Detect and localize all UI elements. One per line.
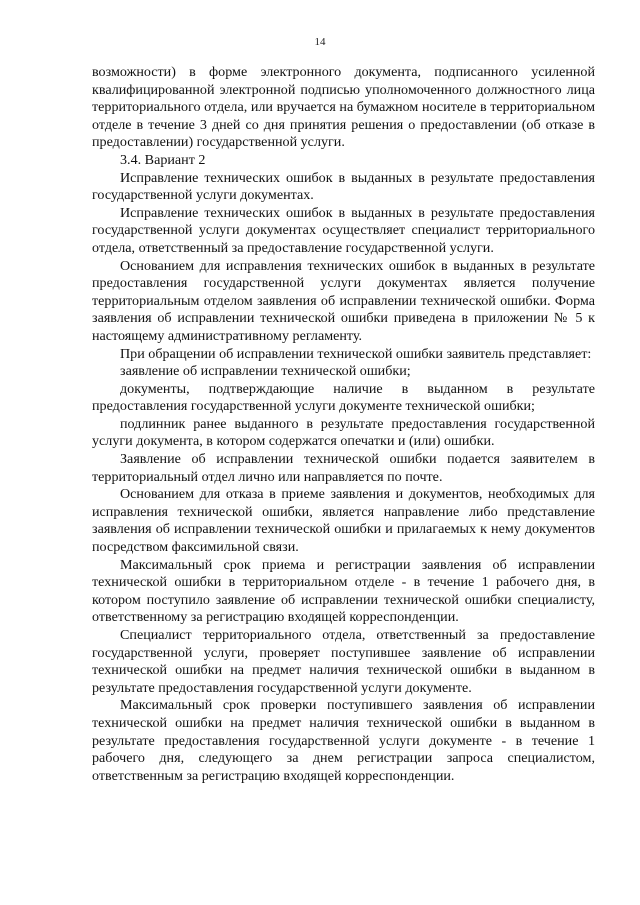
section-heading: 3.4. Вариант 2 — [120, 151, 206, 168]
paragraph: Исправление технических ошибок в выданных в результате предоставления государственной услуги документах осуществляет специалист территориального отдела, ответственный за предоставление государственной услуги. — [92, 204, 595, 256]
paragraph: Максимальный срок проверки поступившего заявления об исправлении технической ошибки на предмет наличия технической ошибки в выданном в результате предоставления государственной услуги документе - в течение 1 рабочего дня, следующего за днем регистрации запроса специалистом, ответственным за регистрацию входящей корреспонденции. — [92, 697, 595, 784]
paragraph: Основанием для отказа в приеме заявления и документов, необходимых для исправления технической ошибки, является направление либо представление заявления об исправлении технической ошибки и прилагаемых к нему документов посредством факсимильной связи. — [92, 486, 595, 556]
document-body — [92, 64, 595, 785]
paragraph-continuation: возможности) в форме электронного документа, подписанного усиленной квалифицированной электронной подписью уполномоченного должностного лица территориального отдела, или вручается на бумажном носителе в территориальном отделе в течение 3 дней со дня принятия решения о предоставлении (об отказе в предоставлении) государственной услуги. — [92, 64, 595, 151]
list-item: документы, подтверждающие наличие в выданном в результате предоставления государственной услуги документе технической ошибки; — [92, 380, 595, 415]
paragraph: Основанием для исправления технических ошибок в выданных в результате предоставления государственной услуги документах является получение территориальным отделом заявления об исправлении технической ошибки. Форма заявления об исправлении технической ошибки приведена в приложении № 5 к настоящему административному регламенту. — [92, 257, 595, 344]
list-item: подлинник ранее выданного в результате предоставления государственной услуги документа, в котором содержатся опечатки и (или) ошибки. — [92, 415, 595, 450]
paragraph: Максимальный срок приема и регистрации заявления об исправлении технической ошибки в территориальном отделе - в течение 1 рабочего дня, в котором поступило заявление об исправлении технической ошибки специалисту, ответственному за регистрацию входящей корреспонденции. — [92, 556, 595, 626]
paragraph: Исправление технических ошибок в выданных в результате предоставления государственной услуги документах. — [92, 169, 595, 204]
paragraph: Специалист территориального отдела, ответственный за предоставление государственной услуги, проверяет поступившее заявление об исправлении технической ошибки на предмет наличия технической ошибки в выданном в результате предоставления государственной услуги документе. — [92, 627, 595, 696]
paragraph: При обращении об исправлении технической ошибки заявитель представляет: — [120, 345, 592, 362]
page-number: 14 — [314, 36, 326, 48]
paragraph: Заявление об исправлении технической ошибки подается заявителем в территориальный отдел лично или направляется по почте. — [92, 451, 595, 485]
list-item: заявление об исправлении технической ошибки; — [120, 363, 411, 380]
